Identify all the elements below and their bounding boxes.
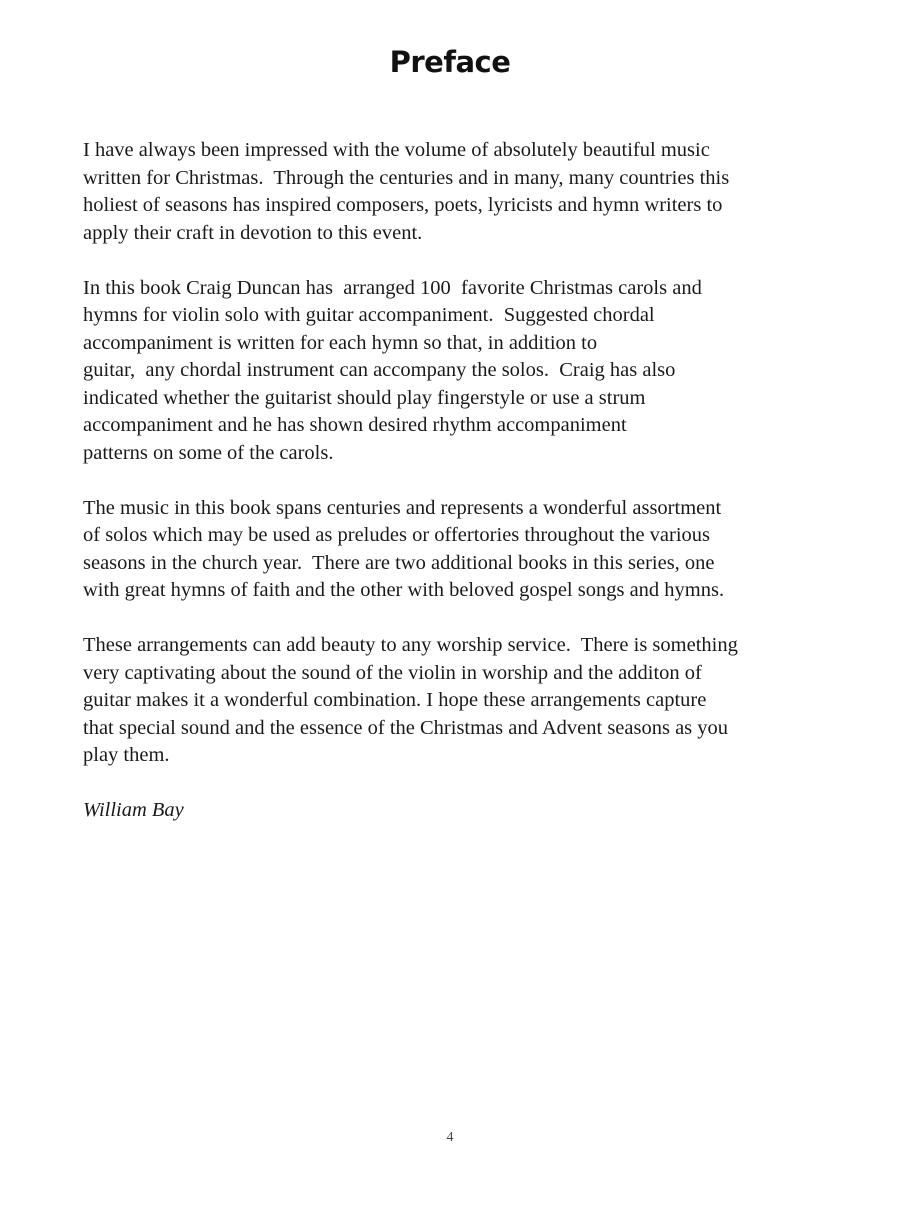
paragraph-line: with great hymns of faith and the other with beloved gospel songs and hymns. [83, 579, 725, 601]
paragraph-line: accompaniment is written for each hymn so that, in addition to [83, 331, 598, 354]
paragraph-3 [83, 495, 823, 605]
paragraph-line: The music in this book spans centuries and represents a wonderful assortment [83, 496, 722, 519]
paragraph-line: play them. [83, 744, 170, 766]
paragraph-line: guitar, any chordal instrument can accompany the solos. Craig has also [83, 359, 676, 381]
paragraph-2 [83, 275, 823, 468]
preface-body [83, 137, 823, 825]
paragraph-4 [83, 632, 823, 770]
paragraph-line: patterns on some of the carols. [83, 441, 334, 464]
paragraph-line: indicated whether the guitarist should play fingerstyle or use a strum [83, 386, 646, 409]
paragraph-line: I have always been impressed with the volume of absolutely beautiful music [83, 139, 710, 161]
paragraph-line: holiest of seasons has inspired composers, poets, lyricists and hymn writers to [83, 194, 723, 216]
paragraph-line: These arrangements can add beauty to any worship service. There is something [83, 634, 738, 656]
paragraph-line: apply their craft in devotion to this event. [83, 221, 423, 244]
author-signature: William Bay [83, 799, 184, 821]
paragraph-line: seasons in the church year. There are two additional books in this series, one [83, 551, 715, 574]
paragraph-line: of solos which may be used as preludes or offertories throughout the various [83, 524, 711, 546]
paragraph-line: that special sound and the essence of the Christmas and Advent seasons as you [83, 716, 729, 739]
paragraph-line: very captivating about the sound of the violin in worship and the additon of [83, 661, 702, 684]
paragraph-line: written for Christmas. Through the centuries and in many, many countries this [83, 166, 730, 189]
paragraph-line: guitar makes it a wonderful combination. I hope these arrangements capture [83, 689, 707, 711]
paragraph-line: hymns for violin solo with guitar accompaniment. Suggested chordal [83, 304, 655, 326]
paragraph-line: accompaniment and he has shown desired rhythm accompaniment [83, 414, 627, 436]
paragraph-1 [83, 137, 823, 247]
paragraph-line: In this book Craig Duncan has arranged 100 favorite Christmas carols and [83, 276, 702, 299]
page-title: Preface [389, 45, 511, 79]
page-number: 4 [446, 1130, 454, 1145]
